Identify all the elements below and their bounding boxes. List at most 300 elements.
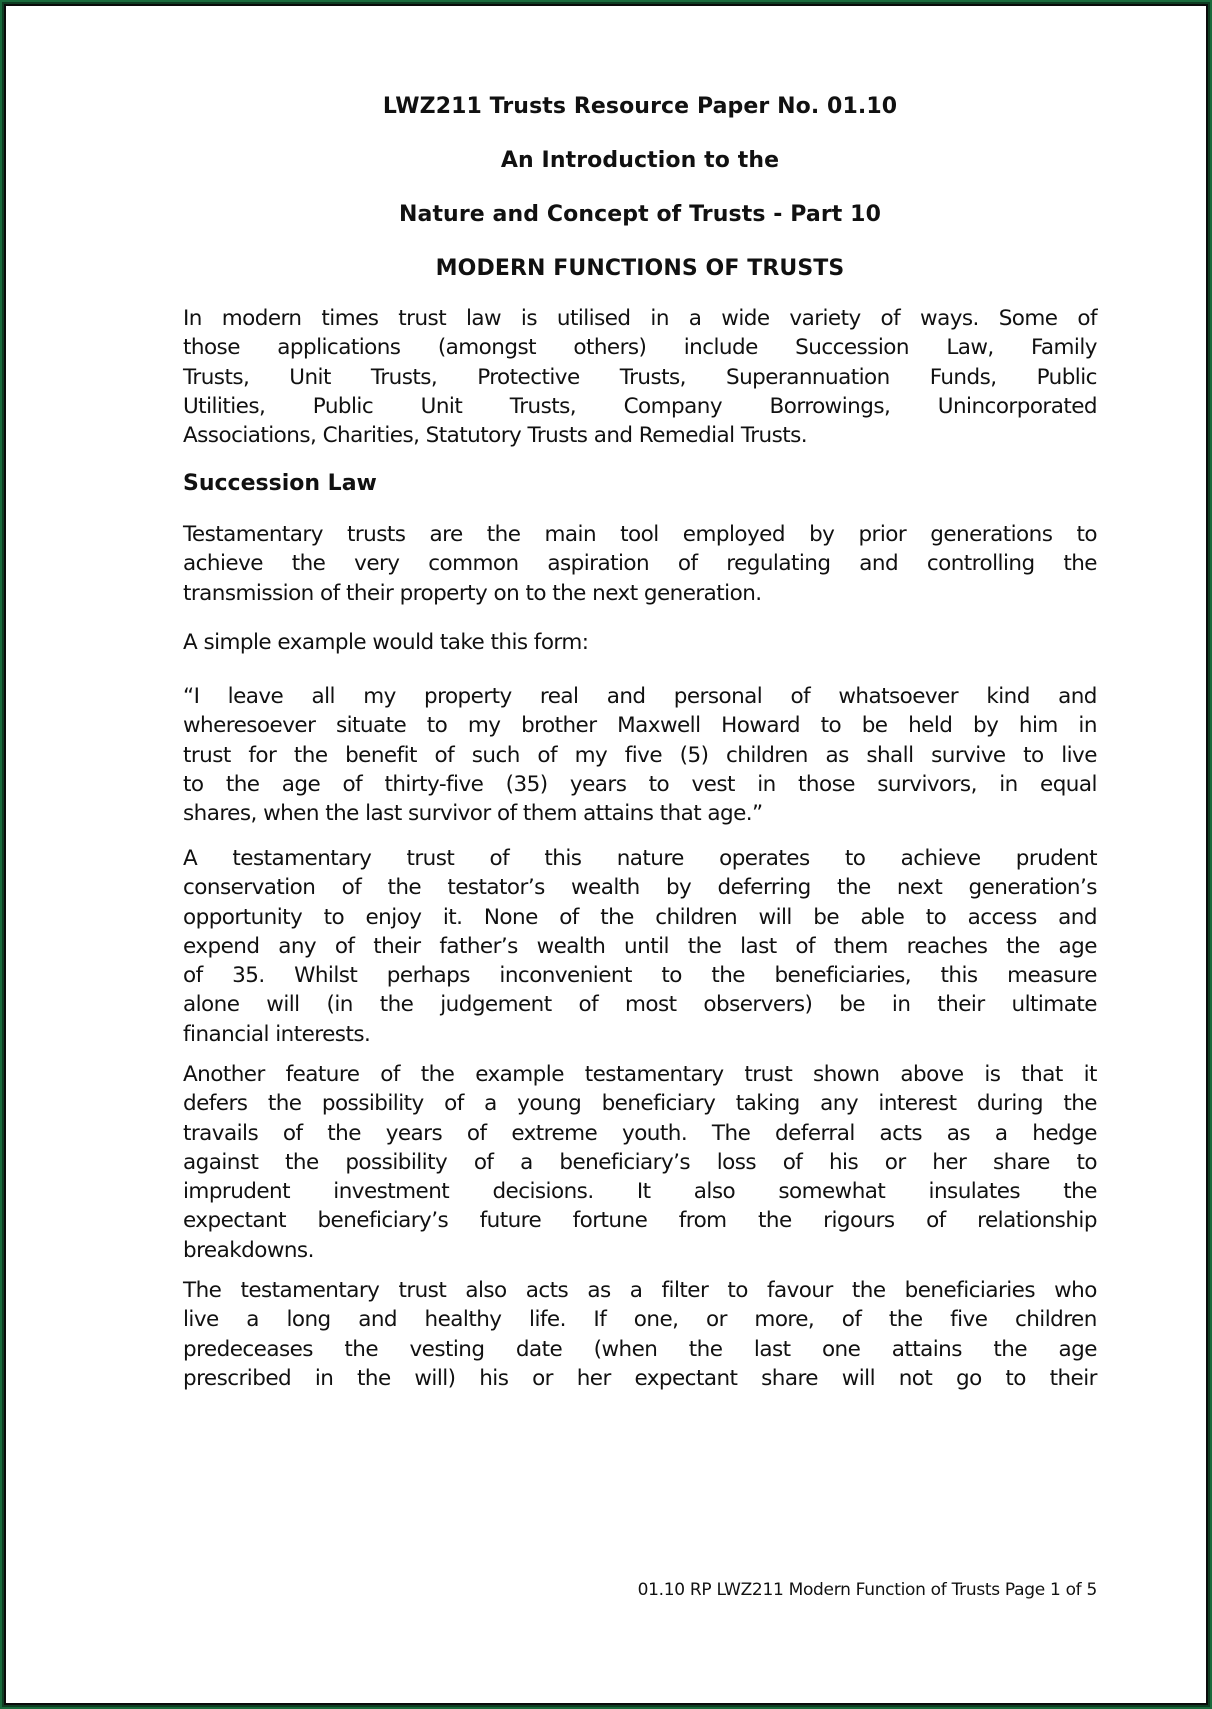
word: the [1063, 1179, 1097, 1205]
word: of [489, 846, 510, 871]
section-title: MODERN FUNCTIONS OF TRUSTS [435, 256, 845, 281]
word: in [891, 992, 911, 1018]
word: Funds, [929, 364, 997, 390]
word: Borrowings, [769, 393, 891, 419]
word: Law, [946, 335, 994, 361]
word: filter [661, 1278, 709, 1303]
word: such [471, 742, 520, 768]
word: held [908, 713, 953, 739]
word: testator’s [447, 875, 545, 901]
word: trusts [347, 522, 406, 547]
word: very [354, 551, 400, 577]
word: Succession [795, 335, 909, 361]
word: the [1063, 1091, 1097, 1117]
word: in [999, 771, 1018, 797]
word: her [576, 1365, 611, 1391]
word: main [544, 522, 597, 547]
word: of [282, 1120, 303, 1146]
word: employed [682, 522, 785, 547]
word: ultimate [1011, 992, 1097, 1018]
word: trust [406, 846, 455, 871]
word: variety [789, 306, 861, 331]
word: their [1049, 1365, 1097, 1391]
word: nature [616, 846, 684, 871]
text-line: Associations, Charities, Statutory Trusts and Remedial Trusts. [183, 423, 808, 449]
word: The [711, 1120, 751, 1146]
intro-paragraph [183, 304, 1097, 450]
word: A [183, 846, 198, 871]
word: next [896, 875, 943, 901]
word: Family [1031, 335, 1097, 361]
word: Another [183, 1062, 265, 1087]
word: Utilities, [183, 393, 266, 419]
word: Public [312, 393, 374, 419]
word: to [1076, 522, 1097, 547]
word: rigours [823, 1208, 895, 1234]
word: Superannuation [725, 364, 890, 390]
word: None [483, 904, 538, 930]
word: of [380, 1062, 400, 1087]
word: those [798, 771, 855, 797]
word: it. [442, 904, 463, 930]
word: feature [285, 1062, 360, 1087]
text-line [183, 873, 1097, 902]
text-line [183, 1276, 1097, 1305]
text-line [183, 990, 1097, 1019]
word: share [992, 1149, 1050, 1175]
word: common [428, 551, 519, 577]
word: a [520, 1149, 533, 1175]
word: brother [521, 713, 597, 739]
word: generations [930, 522, 1053, 547]
word: beneficiary’s [559, 1149, 691, 1175]
text-line [183, 1089, 1097, 1118]
word: acts [879, 1120, 922, 1146]
word: this [544, 846, 582, 871]
word: deferring [717, 875, 811, 901]
word: to [844, 846, 866, 871]
word: or [705, 1307, 727, 1333]
word: others) [573, 335, 647, 361]
word: in [1078, 713, 1097, 739]
word: wealth [536, 933, 606, 959]
word: during [976, 1091, 1043, 1117]
word: “I [183, 684, 200, 709]
word: will) [414, 1365, 456, 1391]
word: also [693, 1179, 736, 1205]
word: of [880, 306, 901, 331]
word: predeceases [183, 1336, 313, 1362]
word: real [539, 684, 579, 709]
word: modern [221, 306, 302, 331]
word: the [600, 904, 634, 930]
word: age [281, 771, 321, 797]
word: by [665, 875, 692, 901]
word: Trusts, [619, 364, 686, 390]
word: vest [691, 771, 735, 797]
word: the [387, 875, 422, 901]
word: the [486, 522, 521, 547]
word: any [278, 933, 317, 959]
word: as [825, 742, 849, 768]
word: Some [998, 306, 1058, 331]
word: are [429, 522, 463, 547]
word: of [473, 1149, 494, 1175]
word: equal [1040, 771, 1097, 797]
text-line [183, 1119, 1097, 1148]
word: (in [326, 992, 353, 1018]
word: is [984, 1062, 1001, 1087]
word: shall [866, 742, 914, 768]
word: also [465, 1278, 507, 1303]
word: the [836, 875, 871, 901]
word: is [520, 306, 537, 331]
word: my [363, 684, 396, 709]
word: until [624, 933, 669, 959]
word: and [859, 551, 899, 577]
word: judgement [440, 992, 552, 1018]
word: her [932, 1149, 967, 1175]
word: Trusts, [509, 393, 577, 419]
word: trust [744, 1062, 793, 1087]
word: regulating [726, 551, 831, 577]
word: travails [183, 1120, 259, 1146]
word: the [687, 933, 722, 959]
document-subtitle-line2: Nature and Concept of Trusts - Part 10 [398, 202, 881, 227]
word: of [334, 933, 355, 959]
word: ways. [920, 306, 979, 331]
text-line: transmission of their property on to the next generation. [183, 580, 762, 606]
word: investment [333, 1179, 450, 1205]
word: the [1006, 933, 1040, 959]
word: a [688, 306, 702, 331]
word: the [225, 771, 260, 797]
word: perhaps [386, 963, 470, 989]
word: and [1058, 684, 1097, 709]
text-line [183, 711, 1097, 740]
word: Maxwell [617, 713, 701, 739]
word: in [650, 306, 669, 331]
word: shown [813, 1062, 880, 1087]
word: achieve [183, 551, 263, 577]
word: beneficiaries [904, 1278, 1035, 1303]
text-line [183, 682, 1097, 711]
text-line [183, 1060, 1097, 1089]
word: to [727, 1278, 748, 1303]
word: the [293, 742, 328, 768]
word: the [267, 1091, 302, 1117]
word: of [434, 742, 455, 768]
word: to [661, 963, 682, 989]
word: Unincorporated [937, 393, 1097, 419]
word: opportunity [183, 904, 303, 930]
word: will [266, 992, 300, 1018]
word: vesting [409, 1336, 485, 1362]
word: applications [277, 335, 401, 361]
word: loss [716, 1149, 757, 1175]
word: of [444, 1091, 464, 1117]
word: to [820, 713, 842, 739]
word: healthy [424, 1307, 502, 1333]
word: the [1063, 551, 1097, 577]
word: Unit [420, 393, 463, 419]
word: conservation [183, 875, 316, 901]
word: last [740, 933, 777, 959]
word: the [688, 1336, 723, 1362]
word: of [1077, 306, 1097, 331]
word: inconvenient [499, 963, 632, 989]
word: their [937, 992, 985, 1018]
word: more, [754, 1307, 815, 1333]
text-line: A simple example would take this form: [183, 630, 589, 655]
word: their [373, 933, 421, 959]
word: a [246, 1307, 259, 1333]
word: expend [183, 933, 260, 959]
word: utilised [556, 306, 631, 331]
word: prescribed [183, 1365, 292, 1391]
word: against [183, 1149, 259, 1175]
text-line [183, 520, 1097, 549]
word: 35. [232, 963, 265, 989]
word: times [321, 306, 379, 331]
word: fortune [572, 1208, 648, 1234]
word: all [311, 684, 335, 709]
text-line [183, 1305, 1097, 1334]
word: (5) [679, 742, 709, 768]
word: in [757, 771, 776, 797]
text-line [183, 363, 1097, 392]
text-line [183, 1177, 1097, 1206]
word: Company [623, 393, 723, 419]
word: will [758, 904, 792, 930]
paragraph-6 [183, 1276, 1097, 1393]
word: from [678, 1208, 727, 1234]
word: one, [633, 1307, 679, 1333]
word: law [465, 306, 502, 331]
word: to [1076, 1149, 1097, 1175]
word: the [357, 1365, 391, 1391]
word: expectant [634, 1365, 738, 1391]
word: wide [721, 306, 770, 331]
word: beneficiary [601, 1091, 716, 1117]
word: of [342, 771, 363, 797]
text-line: shares, when the last survivor of them attains that age.” [183, 801, 763, 827]
word: acts [525, 1278, 569, 1303]
word: a [629, 1278, 643, 1303]
word: testamentary [240, 1278, 380, 1303]
word: somewhat [778, 1179, 886, 1205]
word: reaches [906, 933, 988, 959]
word: aspiration [547, 551, 650, 577]
word: for [248, 742, 277, 768]
word: as [587, 1278, 611, 1303]
word: favour [766, 1278, 833, 1303]
word: young [517, 1091, 582, 1117]
word: of [677, 551, 698, 577]
word: of [790, 684, 811, 709]
word: as [946, 1120, 971, 1146]
word: and [1058, 904, 1097, 930]
text-line: breakdowns. [183, 1237, 314, 1263]
word: father’s [439, 933, 518, 959]
word: children [1014, 1307, 1097, 1333]
text-line [183, 1335, 1097, 1364]
word: testamentary [232, 846, 372, 871]
word: benefit [345, 742, 417, 768]
word: of [341, 875, 362, 901]
word: beneficiary’s [317, 1208, 449, 1234]
word: beneficiaries, [774, 963, 912, 989]
word: his [828, 1149, 859, 1175]
word: of [537, 742, 557, 768]
word: attains [891, 1336, 962, 1362]
word: wheresoever [183, 713, 316, 739]
paragraph-5 [183, 1060, 1097, 1265]
word: last [753, 1336, 791, 1362]
word: of [578, 992, 599, 1018]
word: to [183, 771, 204, 797]
word: share [761, 1365, 818, 1391]
paragraph-2 [183, 628, 1097, 657]
subheading-succession-law: Succession Law [183, 471, 377, 496]
word: the [711, 963, 745, 989]
word: include [683, 335, 758, 361]
word: trust [183, 742, 231, 768]
word: trust [398, 306, 447, 331]
text-line [183, 844, 1097, 873]
word: tool [620, 522, 659, 547]
word: who [1054, 1278, 1097, 1303]
word: age [1058, 1336, 1097, 1362]
word: the [888, 1307, 923, 1333]
word: If [593, 1307, 607, 1333]
word: operates [719, 846, 810, 871]
text-line [183, 932, 1097, 961]
word: situate [335, 713, 407, 739]
word: Public [1036, 364, 1097, 390]
word: interest [878, 1091, 957, 1117]
document-page [6, 6, 1206, 1703]
word: be [861, 713, 888, 739]
word: any [820, 1091, 859, 1117]
word: Testamentary [183, 522, 323, 547]
word: the [758, 1208, 792, 1234]
word: to [323, 904, 345, 930]
document-subtitle-line1: An Introduction to the [500, 148, 780, 173]
text-line [183, 903, 1097, 932]
word: observers) [703, 992, 813, 1018]
word: Protective [477, 364, 580, 390]
text-line [183, 392, 1097, 421]
word: my [467, 713, 501, 739]
word: example [475, 1062, 564, 1087]
word: a [484, 1091, 497, 1117]
word: prior [858, 522, 907, 547]
word: his [479, 1365, 509, 1391]
word: property [424, 684, 512, 709]
word: of [782, 1149, 803, 1175]
word: In [183, 306, 202, 331]
word: whatsoever [838, 684, 959, 709]
word: possibility [321, 1091, 424, 1117]
word: by [972, 713, 999, 739]
word: or [532, 1365, 553, 1391]
paragraph-1 [183, 520, 1097, 608]
word: years [569, 771, 627, 797]
word: children [655, 904, 738, 930]
word: that [1021, 1062, 1063, 1087]
word: personal [673, 684, 763, 709]
word: live [1061, 742, 1097, 768]
word: or [884, 1149, 906, 1175]
word: trust [398, 1278, 447, 1303]
word: taking [735, 1091, 800, 1117]
word: the [993, 1336, 1028, 1362]
word: long [286, 1307, 331, 1333]
word: age [1058, 933, 1097, 959]
document-title: LWZ211 Trusts Resource Paper No. 01.10 [382, 94, 898, 119]
word: Trusts, [183, 364, 250, 390]
word: youth. [622, 1120, 688, 1146]
word: the [327, 1120, 361, 1146]
word: relationship [977, 1208, 1097, 1234]
text-line [183, 961, 1097, 990]
word: be [813, 904, 840, 930]
word: future [479, 1208, 542, 1234]
word: (amongst [437, 335, 536, 361]
word: survivors, [877, 771, 977, 797]
word: five [624, 742, 663, 768]
word: of [183, 963, 203, 989]
word: to [1005, 1365, 1026, 1391]
word: and [606, 684, 646, 709]
word: Howard [721, 713, 800, 739]
word: live [183, 1307, 219, 1333]
word: access [967, 904, 1037, 930]
word: the [285, 1149, 319, 1175]
word: and [358, 1307, 397, 1333]
text-line [183, 333, 1097, 362]
word: will [841, 1365, 875, 1391]
word: date [515, 1336, 563, 1362]
word: It [636, 1179, 651, 1205]
paragraph-4 [183, 844, 1097, 1049]
word: those [183, 335, 240, 361]
word: generation’s [968, 875, 1097, 901]
word: it [1083, 1062, 1097, 1087]
word: Trusts, [370, 364, 438, 390]
word: a [994, 1120, 1008, 1146]
word: of [841, 1307, 862, 1333]
word: extreme [511, 1120, 598, 1146]
word: survive [931, 742, 1006, 768]
word: the [344, 1336, 379, 1362]
text-line [183, 741, 1097, 770]
word: not [898, 1365, 933, 1391]
word: go [955, 1365, 982, 1391]
word: above [900, 1062, 964, 1087]
word: (35) [505, 771, 548, 797]
word: to [925, 904, 947, 930]
word: deferral [775, 1120, 855, 1146]
word: hedge [1032, 1120, 1097, 1146]
word: my [574, 742, 608, 768]
quoted-example-paragraph [183, 682, 1097, 828]
word: insulates [928, 1179, 1021, 1205]
word: this [940, 963, 978, 989]
word: to [426, 713, 448, 739]
text-line: financial interests. [183, 1021, 371, 1047]
